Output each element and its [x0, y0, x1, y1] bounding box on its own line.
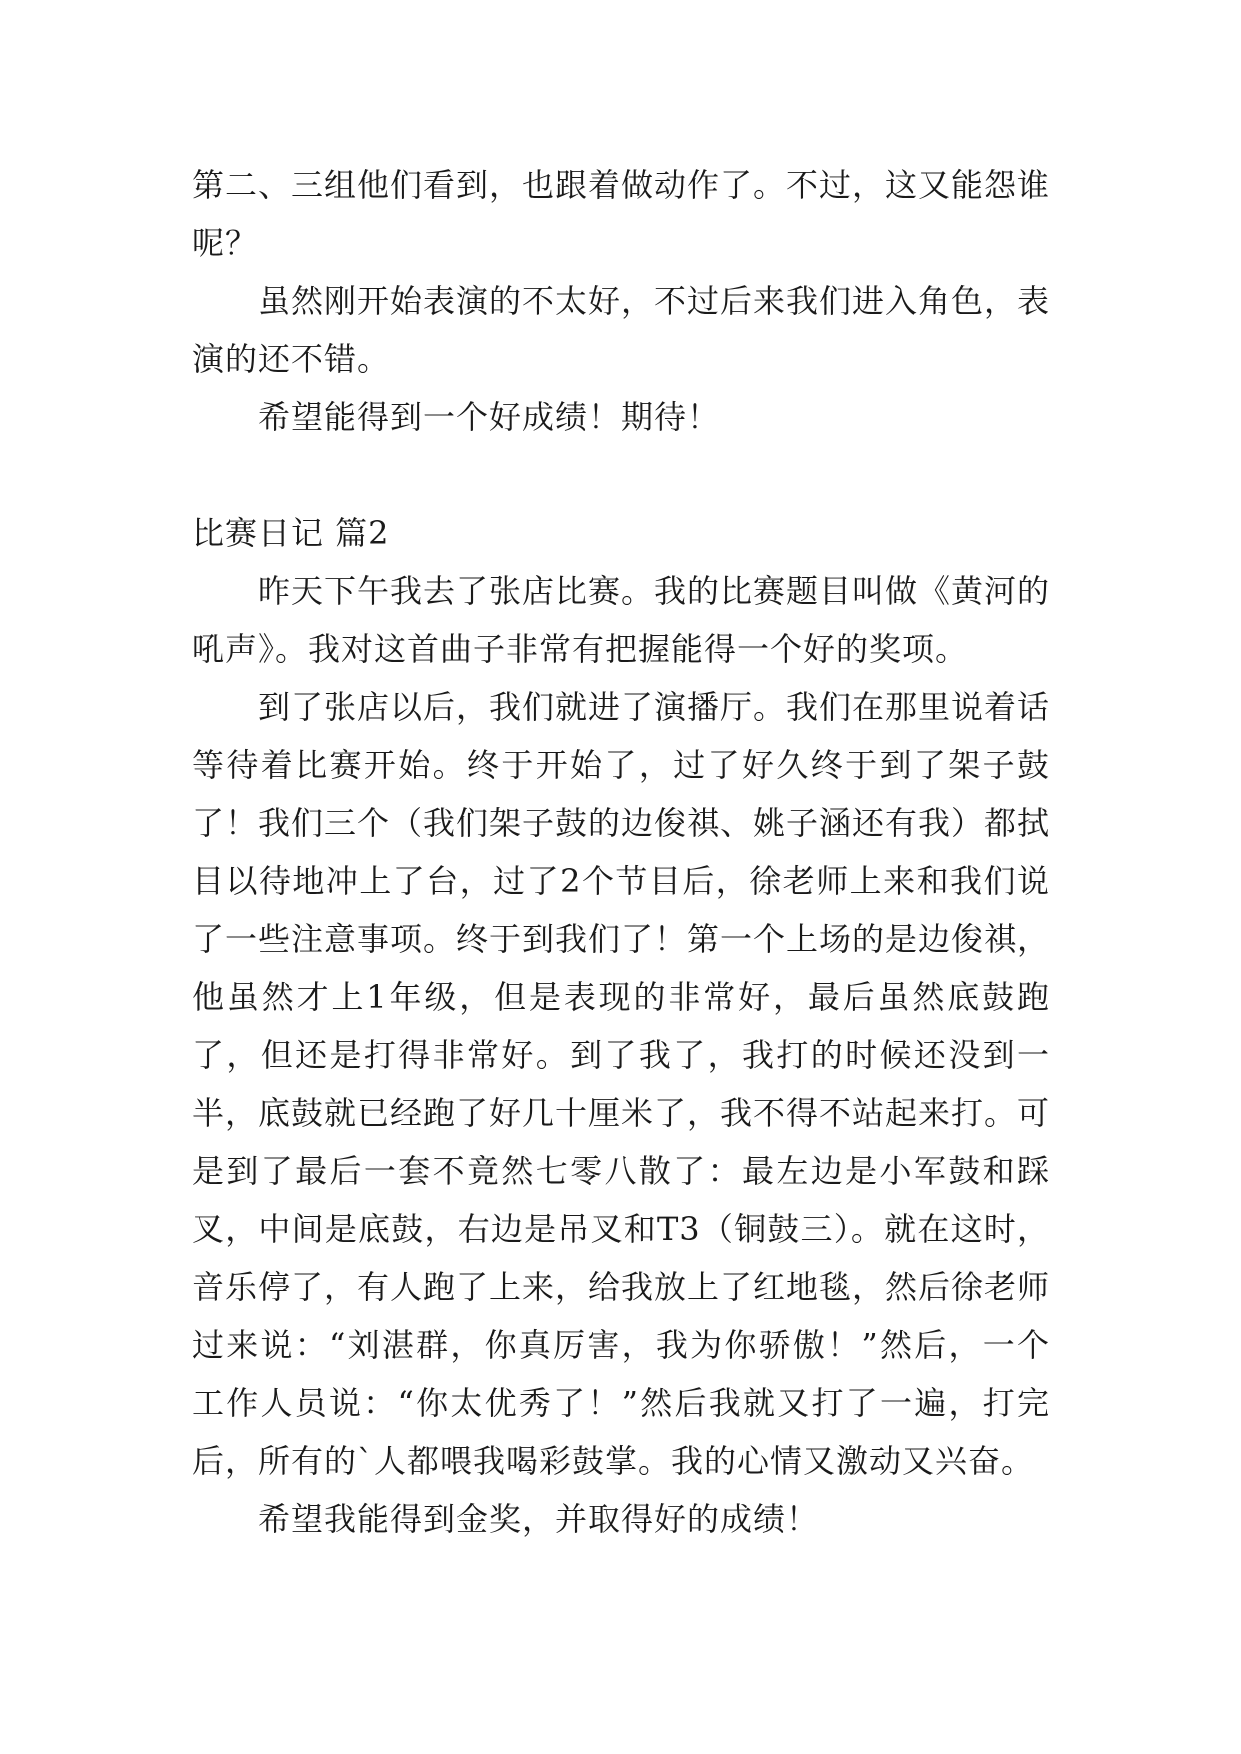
paragraph: 昨天下午我去了张店比赛。我的比赛题目叫做《黄河的吼声》。我对这首曲子非常有把握能得一个好的奖项。: [192, 572, 1051, 668]
paragraph-continuation: 第二、三组他们看到，也跟着做动作了。不过，这又能怨谁呢？: [192, 166, 1051, 262]
paragraph: 虽然刚开始表演的不太好，不过后来我们进入角色，表演的还不错。: [192, 282, 1051, 378]
paragraph: 希望我能得到金奖，并取得好的成绩！: [258, 1500, 820, 1538]
paragraph: 到了张店以后，我们就进了演播厅。我们在那里说着话等待着比赛开始。终于开始了，过了好久终于到了架子鼓了！我们三个（我们架子鼓的边俊祺、姚子涵还有我）都拭目以待地冲上了台，过了2个节目后，徐老师上来和我们说了一些注意事项。终于到我们了！第一个上场的是边俊祺，他虽然才上1年级，但是表现的非常好，最后虽然底鼓跑了，但还是打得非常好。到了我了，我打的时候还没到一半，底鼓就已经跑了好几十厘米了，我不得不站起来打。可是到了最后一套不竟然七零八散了：最左边是小军鼓和踩叉，中间是底鼓，右边是吊叉和T3（铜鼓三）。就在这时，音乐停了，有人跑了上来，给我放上了红地毯，然后徐老师过来说：“刘湛群，你真厉害，我为你骄傲！”然后，一个工作人员说：“你太优秀了！”然后我就又打了一遍，打完后，所有的`人都喂我喝彩鼓掌。我的心情又激动又兴奋。: [192, 688, 1051, 1480]
document-body: [192, 156, 1050, 1548]
section-heading: 比赛日记 篇2: [192, 514, 390, 552]
paragraph: 希望能得到一个好成绩！期待！: [258, 398, 721, 436]
